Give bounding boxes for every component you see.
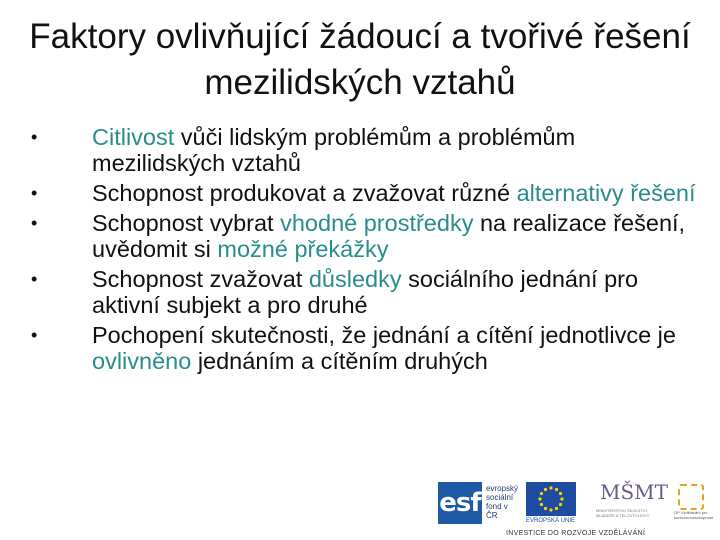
highlighted-text: alternativy řešení <box>516 180 696 206</box>
invest-tagline: INVESTICE DO ROZVOJE VZDĚLÁVÁNÍ <box>506 530 646 537</box>
bullet-dot-icon: • <box>31 269 38 289</box>
msmt-logo-text: MINISTERSTVO ŠKOLSTVÍ, MLÁDEŽE A TĚLOVÝCHOVY <box>596 508 650 518</box>
op-logo-mark <box>678 484 704 510</box>
bullet-text: Pochopení skutečnosti, že jednání a cítění jednotlivce je <box>92 322 676 348</box>
esf-logo-text <box>486 484 520 520</box>
eu-star-icon <box>538 497 541 500</box>
eu-star-icon <box>555 488 558 491</box>
bullet-item <box>31 210 700 262</box>
esf-logo <box>438 482 520 526</box>
bullet-dot-icon: • <box>31 183 38 203</box>
eu-logo-text: EVROPSKÁ UNIE <box>526 518 576 524</box>
bullet-item <box>31 322 700 374</box>
bullet-dot-icon: • <box>31 127 38 147</box>
bullet-item <box>31 266 700 318</box>
highlighted-text: důsledky <box>308 266 402 292</box>
bullet-dot-icon: • <box>31 213 38 233</box>
highlighted-text: Citlivost <box>92 124 175 150</box>
footer-logos <box>438 480 720 540</box>
eu-star-icon <box>555 507 558 510</box>
bullet-item <box>31 180 700 206</box>
bullet-text: jednáním a cítěním druhých <box>191 348 488 374</box>
eu-flag-icon <box>526 482 576 516</box>
eu-star-icon <box>540 492 543 495</box>
eu-star-icon <box>544 507 547 510</box>
eu-star-icon <box>559 503 562 506</box>
esf-text-line: fond v ČR <box>486 502 508 520</box>
op-logo-text: OP Vzdělávání pro konkurenceschopnost <box>674 510 713 520</box>
op-logo <box>674 482 720 526</box>
esf-text-line: sociální <box>486 493 514 502</box>
eu-star-icon <box>540 503 543 506</box>
bullet-list <box>31 124 700 378</box>
eu-star-icon <box>544 488 547 491</box>
highlighted-text: možné překážky <box>217 236 389 262</box>
eu-logo <box>526 482 578 526</box>
eu-star-icon <box>560 497 563 500</box>
esf-logo-mark: esf <box>438 482 482 524</box>
highlighted-text: ovlivněno <box>92 348 192 374</box>
msmt-logo-mark: MŠMT <box>600 480 668 504</box>
highlighted-text: vhodné prostředky <box>280 210 474 236</box>
bullet-text: sociálního jednání pro aktivní subjekt a pro druhé <box>92 266 639 318</box>
slide-title: Faktory ovlivňující žádoucí a tvořivé řešení mezilidských vztahů <box>29 17 691 102</box>
bullet-dot-icon: • <box>31 325 38 345</box>
bullet-text: Schopnost zvažovat <box>92 266 309 292</box>
eu-star-icon <box>559 492 562 495</box>
bullet-item <box>31 124 700 176</box>
msmt-logo <box>596 480 666 526</box>
bullet-text: vůči lidským problémům a problémům mezilidských vztahů <box>92 124 576 176</box>
esf-text-line: evropský <box>486 484 519 493</box>
bullet-text: Schopnost produkovat a zvažovat různé <box>92 180 517 206</box>
bullet-text: Schopnost vybrat <box>92 210 281 236</box>
eu-star-icon <box>549 508 552 511</box>
bullet-text: na realizace řešení, uvědomit si <box>92 210 686 262</box>
eu-star-icon <box>549 486 552 489</box>
